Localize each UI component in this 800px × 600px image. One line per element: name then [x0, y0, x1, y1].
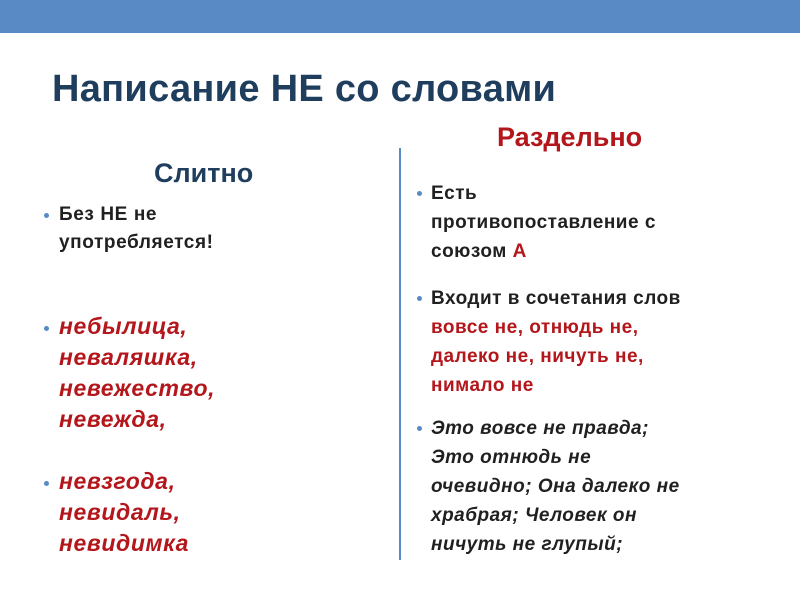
bullet-icon	[44, 326, 49, 331]
left-example-line: невежда,	[59, 406, 167, 432]
right-rule1-text: союзом	[431, 241, 513, 262]
left-example-line: невзгода,	[59, 468, 176, 494]
right-rule1-line: Есть	[431, 183, 478, 204]
right-rule2-highlight-line: нимало не	[431, 375, 534, 396]
bullet-icon	[44, 481, 49, 486]
right-rule2-highlight-line: далеко не, ничуть не,	[431, 346, 644, 367]
slide-title: Написание НЕ со словами	[52, 68, 557, 110]
left-example-line: небылица,	[59, 313, 188, 339]
left-example-line: невидаль,	[59, 499, 181, 525]
left-example-line: неваляшка,	[59, 344, 198, 370]
right-rule1-line: противопоставление с	[431, 212, 656, 233]
bullet-icon	[417, 191, 422, 196]
bullet-icon	[417, 426, 422, 431]
bullet-icon	[417, 296, 422, 301]
right-column-heading: Раздельно	[497, 122, 643, 152]
right-example-line: очевидно; Она далеко не	[431, 476, 680, 497]
bullet-icon	[44, 213, 49, 218]
column-divider	[399, 148, 401, 560]
left-example-line: невежество,	[59, 375, 216, 401]
left-example-line: невидимка	[59, 530, 190, 556]
right-rule1-line	[431, 237, 527, 266]
right-example-line: Это вовсе не правда;	[431, 418, 649, 439]
right-example-line: Это отнюдь не	[431, 447, 592, 468]
top-bar	[0, 0, 800, 33]
conjunction-highlight: А	[512, 241, 527, 262]
left-column-heading: Слитно	[154, 158, 254, 188]
right-example-line: ничуть не глупый;	[431, 534, 624, 555]
right-example-line: храбрая; Человек он	[431, 505, 637, 526]
left-rule-line-1: Без НЕ не	[59, 204, 158, 225]
right-rule2-line: Входит в сочетания слов	[431, 288, 681, 309]
left-rule-line-2: употребляется!	[59, 232, 214, 253]
right-rule2-highlight-line: вовсе не, отнюдь не,	[431, 317, 639, 338]
